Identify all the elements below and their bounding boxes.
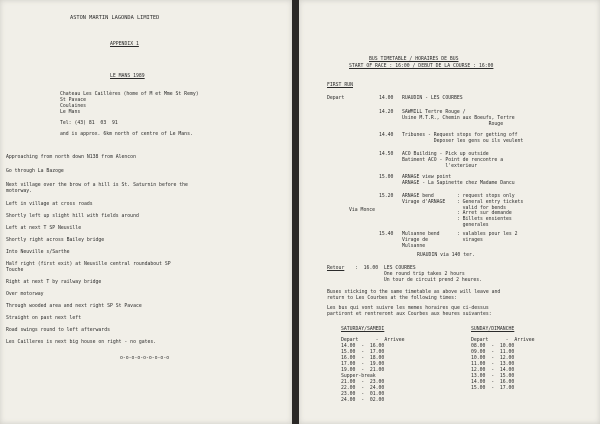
end-mark: o-o-o-o-o-o-o-o-o — [120, 356, 170, 361]
sunday-heading: SUNDAY/DIMANCHE — [471, 327, 515, 332]
address-line-2: St Pavace — [60, 98, 86, 103]
direction-11: Over motorway — [6, 292, 44, 297]
direction-9: Half right (first exit) at Neuville central roundabout SP Touche — [6, 262, 171, 273]
direction-14: Road swings round to left afterwards — [6, 328, 110, 333]
company-name: ASTON MARTIN LAGONDA LIMITED — [70, 15, 160, 21]
ruaudin-note: RUAUDIN via 140 ter. — [417, 253, 475, 258]
stop-4-text: ACO Building - Pick up outside Batiment ACO - Point de rencontre a l'exterieur — [402, 152, 504, 169]
saturday-row-8: 22.00 - 24.00 — [341, 386, 385, 391]
sunday-header-row: Depart - Arrivee — [471, 338, 535, 343]
stop-2-text: SAWMILL Tertre Rouge / Usine M.T.R., Chemin aux Boeufs, Tertre Rouge — [402, 110, 515, 127]
sunday-row-6: 13.00 - 15.00 — [471, 374, 515, 379]
stop-1-label: Depart — [327, 96, 345, 101]
stop-1-time: 14.00 — [379, 96, 394, 101]
direction-13: Straight on past next left — [6, 316, 82, 321]
retour-text: : 16.00 LES COURBES One round trip takes 2 hours Un tour de circuit prend 2 heures. — [355, 266, 483, 283]
direction-8: Into Neuville s/Sarthe — [6, 250, 70, 255]
saturday-row-4: 17.00 - 19.00 — [341, 362, 385, 367]
stop-5-time: 15.00 — [379, 175, 394, 180]
stop-7-text: Mulsanne bend : valables pour les 2 Virage de virages Mulsanne — [402, 232, 518, 249]
direction-12: Through wooded area and next right SP St Pavace — [6, 304, 142, 309]
buses-english: Buses sticking to the same timetable as above will leave and return to Les Courbes at the following times: — [327, 290, 501, 301]
stop-4-time: 14.50 — [379, 152, 394, 157]
sunday-row-7: 14.00 - 16.00 — [471, 380, 515, 385]
saturday-row-10: 24.00 - 02.00 — [341, 398, 385, 403]
timetable-title: BUS TIMETABLE / HORAIRES DE BUS — [369, 57, 459, 62]
direction-2: Go through La Bazoge — [6, 169, 64, 174]
sunday-row-1: 08.00 - 10.00 — [471, 344, 515, 349]
first-run-label: FIRST RUN — [327, 83, 353, 88]
buses-french: Les bus qui vont suivre les memes horaires que ci-dessus partiront et rentreront aux Courbes aux heures suivantes: — [327, 306, 492, 317]
direction-10: Right at next T by railway bridge — [6, 280, 102, 285]
direction-7: Shortly right across Bailey bridge — [6, 238, 105, 243]
saturday-row-2: 15.00 - 17.00 — [341, 350, 385, 355]
timetable-subtitle: START OF RACE : 16:00 / DEBUT DE LA COURSE : 16:00 — [349, 64, 494, 69]
address-line-3: Coulaines — [60, 104, 86, 109]
saturday-row-1: 14.00 - 16.00 — [341, 344, 385, 349]
stop-3-text: Tribunes - Request stops for getting off Deposer les gens ou ils veulent — [402, 133, 524, 144]
sunday-row-2: 09.00 - 11.00 — [471, 350, 515, 355]
right-page — [299, 0, 600, 424]
saturday-heading: SATURDAY/SAMEDI — [341, 327, 385, 332]
stop-6-label: Via Monce — [349, 208, 375, 213]
retour-label: Retour — [327, 266, 345, 271]
direction-6: Left at next T SP Neuville — [6, 226, 82, 231]
appendix-title: APPENDIX 1 — [110, 42, 139, 47]
telephone: Tel: (43) 81 03 91 — [60, 121, 118, 126]
saturday-row-9: 23.00 - 01.00 — [341, 392, 385, 397]
stop-7-time: 15.40 — [379, 232, 394, 237]
left-page — [0, 0, 292, 424]
saturday-row-7: 21.00 - 23.00 — [341, 380, 385, 385]
direction-4: Left in village at cross roads — [6, 202, 93, 207]
stop-1-text: RUAUDIN - LES COURBES — [402, 96, 463, 101]
direction-5: Shortly left up slight hill with fields around — [6, 214, 139, 219]
saturday-row-3: 16.00 - 18.00 — [341, 356, 385, 361]
direction-3: Next village over the brow of a hill is St. Saturnin before the motorway. — [6, 183, 188, 194]
event-title: LE MANS 1989 — [110, 74, 145, 79]
stop-6-time: 15.20 — [379, 194, 394, 199]
stop-5-text: ARNAGE view point ARNAGE - La Sapinette chez Madame Dancu — [402, 175, 515, 186]
stop-6-text: ARNAGE bend : request stops only Virage d'ARNAGE : General entry tickets valid for bends : Arret sur demande : Billets ensientes generales — [402, 194, 524, 228]
direction-1: Approaching from north down N138 from Alencon — [6, 155, 136, 160]
saturday-row-6: Supper-break — [341, 374, 376, 379]
stop-2-time: 14.20 — [379, 110, 394, 115]
sunday-row-3: 10.00 - 12.00 — [471, 356, 515, 361]
stop-3-time: 14.40 — [379, 133, 394, 138]
address-line-1: Chateau Les Caillères (home of M et Mme St Remy) — [60, 92, 199, 97]
distance-note: and is approx. 6km north of centre of Le Mans. — [60, 132, 193, 137]
saturday-header-row: Depart - Arrivee — [341, 338, 405, 343]
saturday-row-5: 19.00 - 21.00 — [341, 368, 385, 373]
direction-15: Les Cailleres is next big house on right - no gates. — [6, 340, 157, 345]
sunday-row-8: 15.00 - 17.00 — [471, 386, 515, 391]
address-line-4: Le Mans — [60, 110, 81, 115]
sunday-row-4: 11.00 - 13.00 — [471, 362, 515, 367]
sunday-row-5: 12.00 - 14.00 — [471, 368, 515, 373]
